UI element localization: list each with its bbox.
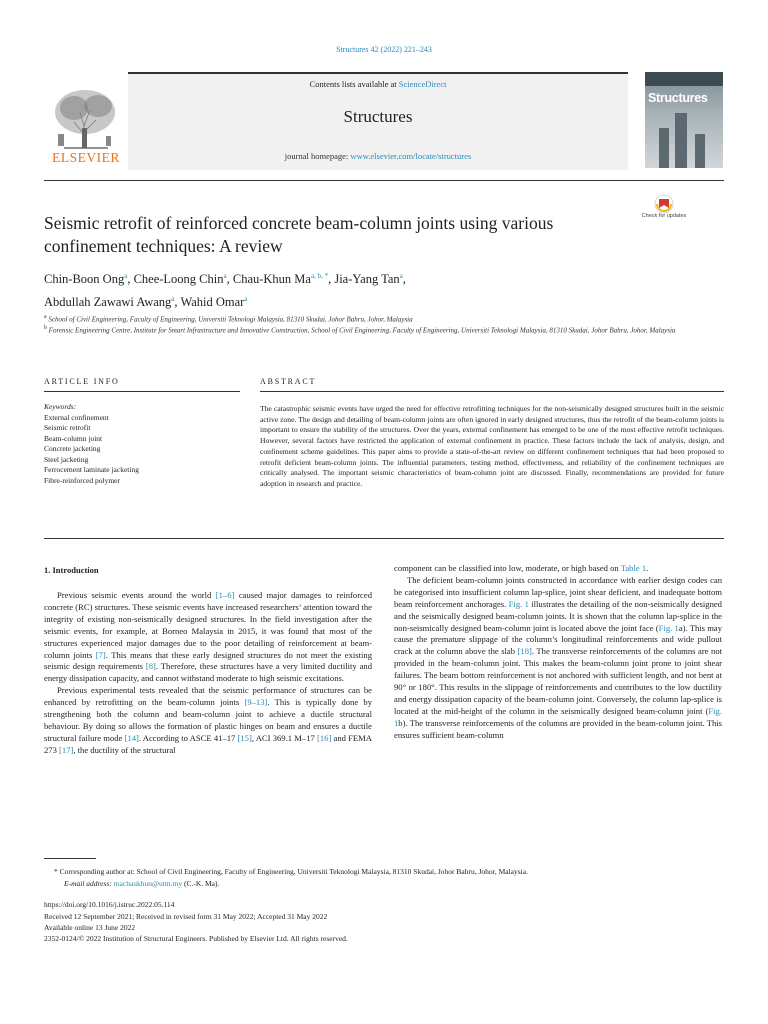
crossmark-icon[interactable] — [646, 194, 682, 230]
author-name[interactable]: Wahid Omar — [180, 295, 245, 310]
author-separator: , — [174, 295, 181, 310]
body-text: and FEMA 273 — [44, 732, 372, 755]
contents-available-line — [128, 79, 628, 89]
body-text: . — [646, 563, 649, 573]
received-dates: Received 12 September 2021; Received in revised form 31 May 2022; Accepted 31 May 2022 — [44, 912, 328, 921]
footnote-rule — [44, 858, 96, 859]
body-text: Previous seismic events around the world — [57, 590, 216, 600]
elsevier-wordmark[interactable]: ELSEVIER — [52, 150, 120, 165]
author-name[interactable]: Jia-Yang Tan — [334, 272, 400, 287]
citation-link[interactable]: Fig. 1 — [658, 622, 679, 633]
keyword: Seismic retrofit — [44, 423, 91, 432]
keyword: Beam-column joint — [44, 433, 103, 443]
affiliation-text: School of Civil Engineering, Faculty of Engineering, Universiti Teknologi Malaysia, 81310 Skudai, Johor Bahru, Johor, Malaysia — [48, 315, 413, 324]
keyword: Ferrocement laminate jacketing — [44, 465, 139, 474]
affiliation-mark: a — [44, 314, 47, 320]
affiliation-mark: b — [44, 325, 47, 331]
author-affil-mark[interactable]: a — [171, 295, 175, 304]
citation-link[interactable]: [9–13] — [244, 697, 268, 708]
author-affil-mark[interactable]: a — [399, 272, 403, 280]
email-suffix: (C.-K. Ma). — [183, 879, 220, 888]
journal-cover-image[interactable] — [645, 72, 723, 168]
body-left-column — [44, 590, 372, 757]
journal-homepage-line — [128, 151, 628, 161]
citation-link[interactable]: [18] — [517, 646, 532, 657]
abstract-heading: ABSTRACT — [260, 377, 317, 386]
author-name[interactable]: Chau-Khun Ma — [232, 272, 311, 287]
abstract-text: The catastrophic seismic events have urged the need for effective retrofitting techniques for the non-seismically designed structures built in the seismic active zone. The design and detailing of beam-column joints are often ignored in early designed structures, thus the retrofit of the beam-column joints is important to ensure the stability of the structures. Over the years, external confinement has emerged to be one of the most effective retrofit techniques. However, several factors have restricted the application of external confinement in practice. These factors include the lack of analysis, design, and confinement scheme guidelines. This paper aims to provide a state-of-the-art review on different confinement techniques that had been proposed to retrofit deficient beam-column joints. The influential parameters, testing method, effectiveness, and reliability of the confinement techniques are critically analysed. The important seismic characteristics of beam-column joint are discussed. Finally, recommendations are provided for future adoption in research and practice. — [260, 404, 724, 488]
body-text: . This means that these early designed structures do not meet the existing seismic design requirements — [44, 649, 372, 672]
body-text: , ACI 369.1 M–17 — [251, 732, 317, 743]
corresponding-author-note — [44, 866, 724, 877]
article-info-rule — [44, 391, 240, 392]
citation-link[interactable]: [1–6] — [215, 590, 235, 600]
abstract-rule — [260, 391, 724, 392]
affiliation-text: Forensic Engineering Centre, Institute for Smart Infrastructure and Innovative Construction, School of Civil Engineering, Faculty of Engineering, Universiti Teknologi Malaysia, 81310 Skudai, Johor Bahru, Johor, Malaysia — [48, 326, 676, 335]
body-text: . This is typically done by strengthening both the column and beam-column joint to achieve a ductile structural behaviour. By doing so allows the formation of plastic hinges on beam and ensures a ductile structural failure mode — [44, 697, 372, 743]
paragraph — [394, 563, 722, 575]
citation-link[interactable]: Fig. 1 — [508, 598, 529, 609]
citation-link[interactable]: Fig. 1 — [394, 705, 722, 728]
journal-homepage-label: journal homepage: — [284, 151, 349, 161]
author-separator: , — [328, 272, 335, 287]
keyword: Fibre-reinforced polymer — [44, 475, 121, 485]
author-name[interactable]: Abdullah Zawawi Awang — [44, 295, 172, 310]
available-online: Available online 13 June 2022 — [44, 923, 136, 932]
body-text: caused major damages to reinforced concrete (RC) structures. These seismic events have increased researchers’ attention toward the integrity of existing non-seismically designed structures. In the field investigation after the seismic events, for example, at Borneo Malaysia in 2015, it was found that most of the structures experienced major damages due to the poor detailing of reinforcement at beam-column joints — [44, 590, 372, 660]
cover-building-shape — [695, 134, 705, 168]
citation-link[interactable]: [15] — [237, 732, 252, 743]
body-text: The deficient beam-column joints constructed in accordance with earlier design codes can be categorised into insufficient column lap-splice, joint shear deficient, and inadequate bottom beam reinforcement anchorages. — [394, 574, 722, 609]
author-affil-mark[interactable]: a — [124, 272, 128, 280]
corresponding-author-text: Corresponding author at: School of Civil Engineering, Faculty of Engineering, Universiti Teknologi Malaysia, 81310 Skudai, Johor Bahru, Johor, Malaysia. — [59, 867, 528, 876]
article-title: Seismic retrofit of reinforced concrete beam-column joints using various confinement techniques: A review — [44, 213, 554, 256]
journal-homepage-link[interactable]: www.elsevier.com/locate/structures — [350, 151, 472, 161]
keyword: External confinement — [44, 412, 109, 422]
body-text: a). This may cause the premature slippage of the column’s longitudinal reinforcements and wide pullout crack at the column above the slab — [394, 622, 722, 657]
body-text: b). The transverse reinforcements of the columns are provided in the beam-column joint. This ensures sufficient beam-column — [394, 717, 722, 740]
citation-link[interactable]: Table 1 — [620, 563, 647, 573]
email-label: E-mail address: — [64, 879, 112, 888]
email-line — [44, 878, 724, 889]
citation-link[interactable]: [7] — [95, 649, 106, 660]
journal-title: Structures — [343, 107, 413, 126]
body-text: illustrates the detailing of the non-seismically designed and the seismically designed beam-column joints. It is shown that the column lap-splice in the non-seismically designed beam-column joint is located above the joint face ( — [394, 598, 722, 633]
journal-citation[interactable]: Structures 42 (2022) 221–243 — [336, 45, 432, 54]
article-info-heading: ARTICLE INFO — [44, 377, 120, 386]
author-separator: , — [402, 272, 406, 287]
check-for-updates-label[interactable]: Check for updates — [641, 213, 687, 219]
cover-building-shape — [659, 128, 669, 168]
email-link[interactable]: machaukhun@utm.my — [113, 879, 183, 888]
cover-top-band — [645, 72, 723, 86]
author-separator: , — [127, 272, 134, 287]
copyright-line: 2352-0124/© 2022 Institution of Structural Engineers. Published by Elsevier Ltd. All rights reserved. — [44, 934, 348, 943]
keyword: Concrete jacketing — [44, 444, 101, 453]
body-text: Previous experimental tests revealed that the seismic performance of structures can be enhanced by retrofitting on the beam-column joints — [44, 685, 372, 708]
author-affil-mark[interactable]: a — [223, 272, 227, 280]
author-name[interactable]: Chin-Boon Ong — [44, 272, 125, 287]
body-text: . The transverse reinforcements of the columns are not provided in the beam-column joint. This makes the beam-column joint prone to joint shear failures. The beam bottom reinforcement is not anchored with sufficient length, and not bent at 90° or 180°. This results in the slippage of reinforcements and contributes to the low ductility and energy dissipation capacity of the beam-column joint. Conversely, the column lap-splice is located at the mid-height of the column in the seismically designed beam-column joint ( — [394, 646, 722, 716]
body-text: . According to ASCE 41–17 — [138, 732, 238, 743]
author-name[interactable]: Chee-Loong Chin — [133, 272, 224, 287]
keywords-block — [44, 402, 244, 486]
affiliation-b — [44, 323, 694, 336]
author-separator: , — [226, 272, 233, 287]
contents-available-text: Contents lists available at — [309, 79, 397, 89]
paragraph — [44, 685, 372, 756]
body-text: , the ductility of the structural — [73, 744, 176, 755]
body-text: . Therefore, these structures have a very limited ductility and energy dissipation capacity, and cannot withstand moderate to high seismic excitations. — [44, 661, 372, 684]
paragraph — [44, 590, 372, 685]
abstract-bottom-rule — [44, 538, 724, 539]
footnote-mark: * — [54, 867, 58, 876]
citation-link[interactable]: [17] — [59, 744, 74, 755]
author-affil-mark[interactable]: a, b, * — [310, 272, 329, 280]
body-right-column — [394, 563, 722, 742]
citation-link[interactable]: [14] — [124, 732, 139, 743]
body-text: component can be classified into low, moderate, or high based on — [394, 563, 621, 573]
keywords-label: Keywords: — [44, 402, 77, 411]
citation-link[interactable]: [16] — [316, 732, 332, 743]
author-list — [44, 266, 644, 312]
doi-link[interactable]: https://doi.org/10.1016/j.istruc.2022.05.114 — [44, 900, 175, 909]
paragraph — [394, 575, 722, 742]
section-heading-introduction: 1. Introduction — [44, 565, 99, 575]
author-affil-mark[interactable]: a — [244, 295, 248, 304]
header-divider — [44, 180, 724, 181]
keyword: Steel jacketing — [44, 454, 89, 464]
citation-link[interactable]: [8] — [145, 661, 156, 672]
sciencedirect-link[interactable]: ScienceDirect — [398, 79, 447, 89]
cover-title: Structures — [648, 91, 708, 105]
cover-building-shape — [675, 113, 687, 168]
